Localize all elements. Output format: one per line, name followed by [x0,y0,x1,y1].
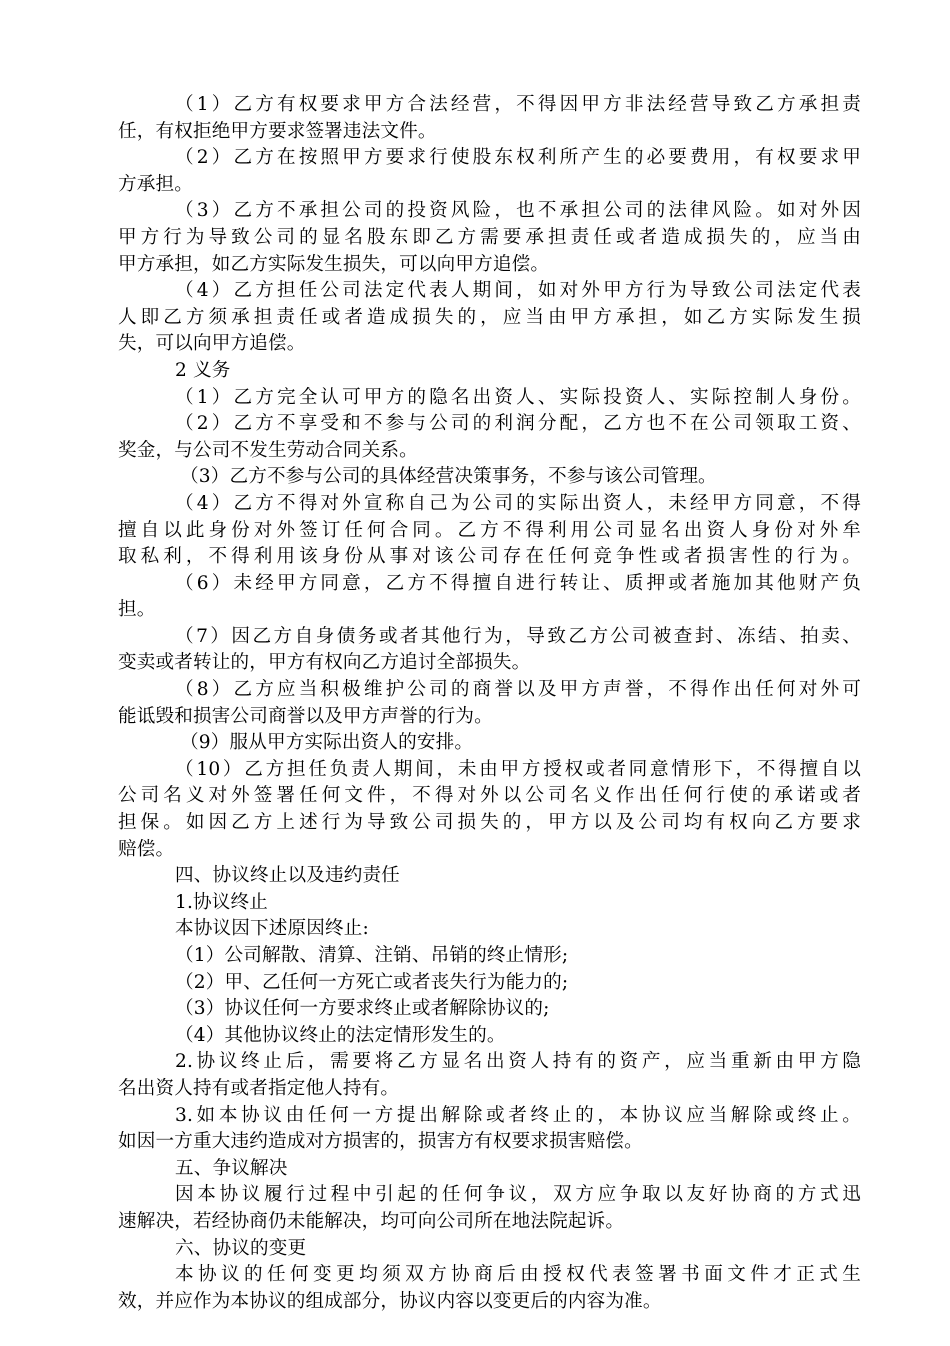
text-line: （3）乙方不参与公司的具体经营决策事务，不参与该公司管理。 [180,466,717,488]
text-line: （4）其他协议终止的法定情形发生的。 [175,1024,506,1046]
text-line: 如因一方重大违约造成对方损害的，损害方有权要求损害赔偿。 [118,1131,643,1153]
text-line: 奖金，与公司不发生劳动合同关系。 [118,439,418,461]
text-line: （8）乙方应当积极维护公司的商誉以及甲方声誉，不得作出任何对外可 [175,679,861,701]
text-line: 任，有权拒绝甲方要求签署违法文件。 [118,120,437,142]
text-line: 能诋毁和损害公司商誉以及甲方声誉的行为。 [118,705,493,727]
text-line: 甲方承担，如乙方实际发生损失，可以向甲方追偿。 [118,253,550,275]
text-line: 2 义务 [175,359,231,381]
text-line: 速解决，若经协商仍未能解决，均可向公司所在地法院起诉。 [118,1210,625,1232]
text-line: （1）乙方完全认可甲方的隐名出资人、实际投资人、实际控制人身份。 [175,386,861,408]
text-line: （3）乙方不承担公司的投资风险，也不承担公司的法律风险。如对外因 [175,200,861,222]
text-line: （7）因乙方自身债务或者其他行为，导致乙方公司被查封、冻结、拍卖、 [175,625,861,647]
text-line: 变卖或者转让的，甲方有权向乙方追讨全部损失。 [118,652,531,674]
text-line: （10）乙方担任负责人期间，未由甲方授权或者同意情形下，不得擅自以 [175,758,861,780]
text-line: 失，可以向甲方追偿。 [118,333,306,355]
text-line: （1）公司解散、清算、注销、吊销的终止情形; [175,945,569,966]
text-line: （2）乙方在按照甲方要求行使股东权利所产生的必要费用，有权要求甲 [175,147,861,169]
text-line: （1）乙方有权要求甲方合法经营，不得因甲方非法经营导致乙方承担责 [175,94,861,115]
text-line: 2.协议终止后，需要将乙方显名出资人持有的资产，应当重新由甲方隐 [175,1051,861,1073]
text-line: （9）服从甲方实际出资人的安排。 [180,732,474,754]
text-line: 本协议的任何变更均须双方协商后由授权代表签署书面文件才正式生 [175,1264,861,1286]
text-line: 四、协议终止以及违约责任 [175,865,400,887]
text-line: （4）乙方不得对外宣称自己为公司的实际出资人，未经甲方同意，不得 [175,492,861,514]
text-line: 擅自以此身份对外签订任何合同。乙方不得利用公司显名出资人身份对外牟 [118,519,861,541]
text-line: 五、争议解决 [175,1157,288,1179]
text-line: 甲方行为导致公司的显名股东即乙方需要承担责任或者造成损失的，应当由 [118,226,861,248]
text-line: （2）乙方不享受和不参与公司的利润分配，乙方也不在公司领取工资、 [175,413,861,435]
document-body [118,92,861,1315]
text-line: 担保。如因乙方上述行为导致公司损失的，甲方以及公司均有权向乙方要求 [118,812,861,834]
text-line: 取私利，不得利用该身份从事对该公司存在任何竞争性或者损害性的行为。 [118,546,861,568]
text-line: 名出资人持有或者指定他人持有。 [118,1077,400,1099]
text-line: 担。 [118,599,156,621]
text-line: 1.协议终止 [175,891,269,913]
text-line: （2）甲、乙任何一方死亡或者丧失行为能力的; [175,971,569,993]
text-line: （3）协议任何一方要求终止或者解除协议的; [175,998,550,1020]
text-line: （6）未经甲方同意，乙方不得擅自进行转让、质押或者施加其他财产负 [175,572,861,594]
text-line: 赔偿。 [118,838,175,860]
text-line: 六、协议的变更 [175,1237,307,1259]
text-line: 3.如本协议由任何一方提出解除或者终止的，本协议应当解除或终止。 [175,1104,861,1126]
text-line: 公司名义对外签署任何文件，不得对外以公司名义作出任何行使的承诺或者 [118,785,861,807]
text-line: 效，并应作为本协议的组成部分，协议内容以变更后的内容为准。 [118,1290,662,1312]
text-line: 本协议因下述原因终止: [175,918,369,940]
text-line: （4）乙方担任公司法定代表人期间，如对外甲方行为导致公司法定代表 [175,280,861,302]
text-line: 因本协议履行过程中引起的任何争议，双方应争取以友好协商的方式迅 [175,1184,861,1206]
text-line: 人即乙方须承担责任或者造成损失的，应当由甲方承担，如乙方实际发生损 [118,306,861,328]
text-line: 方承担。 [118,173,193,195]
